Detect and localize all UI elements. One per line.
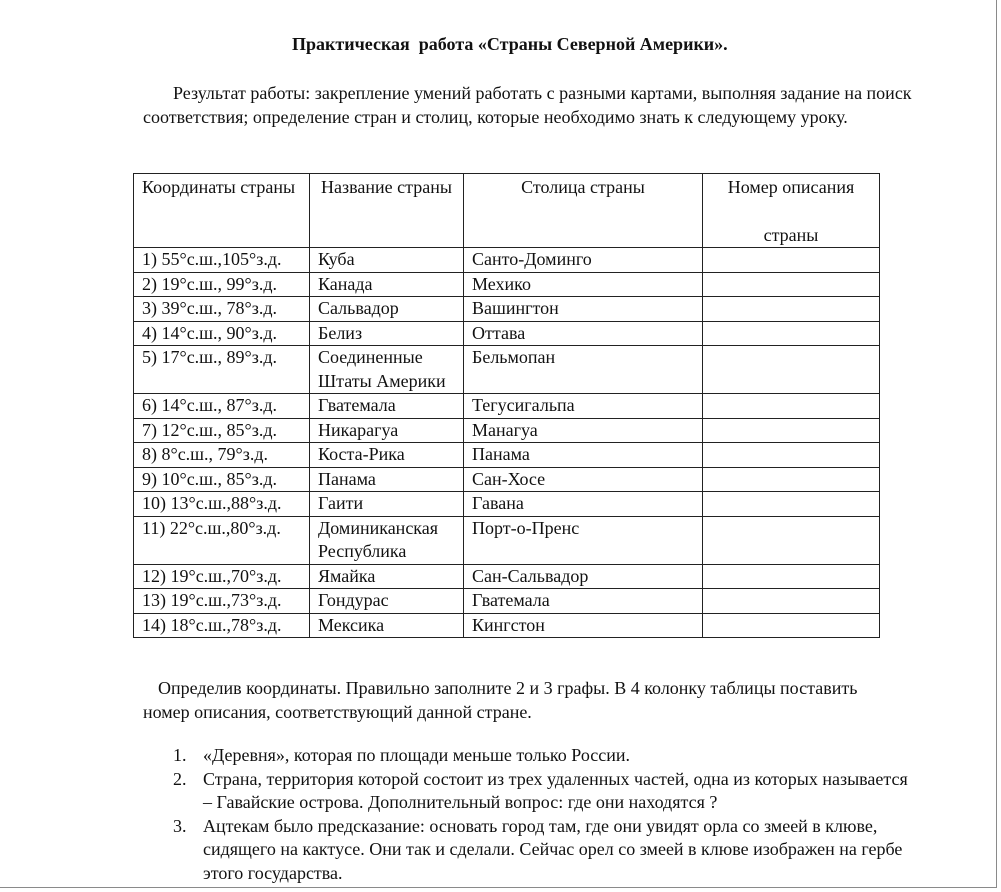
cell-coords: 14) 18°с.ш.,78°з.д. xyxy=(134,613,310,638)
cell-capital: Гавана xyxy=(464,492,703,517)
cell-country-name: Куба xyxy=(310,248,464,273)
cell-coords: 9) 10°с.ш., 85°з.д. xyxy=(134,467,310,492)
cell-description-number[interactable] xyxy=(703,516,880,564)
cell-country-name: Доминиканская Республика xyxy=(310,516,464,564)
page-title: Практическая работа «Страны Северной Америки». xyxy=(292,34,728,54)
table-row xyxy=(134,564,880,589)
cell-capital: Манагуа xyxy=(464,418,703,443)
cell-country-name: Гондурас xyxy=(310,589,464,614)
table-row xyxy=(134,321,880,346)
cell-coords: 10) 13°с.ш.,88°з.д. xyxy=(134,492,310,517)
cell-country-name: Сальвадор xyxy=(310,297,464,322)
cell-description-number[interactable] xyxy=(703,613,880,638)
task-paragraph: Определив координаты. Правильно заполните 2 и 3 графы. В 4 колонку таблицы поставить номер описания, соответствующий данной стране. xyxy=(143,678,858,722)
cell-coords: 8) 8°с.ш., 79°з.д. xyxy=(134,443,310,468)
cell-coords: 5) 17°с.ш., 89°з.д. xyxy=(134,346,310,394)
table-row xyxy=(134,516,880,564)
cell-coords: 12) 19°с.ш.,70°з.д. xyxy=(134,564,310,589)
intro-paragraph: Результат работы: закрепление умений работать с разными картами, выполняя задание на поиск соответствия; определение стран и столиц, которые необходимо знать к следующему уроку. xyxy=(143,83,912,127)
cell-capital: Тегусигальпа xyxy=(464,394,703,419)
table-row xyxy=(134,297,880,322)
cell-country-name: Ямайка xyxy=(310,564,464,589)
cell-capital: Гватемала xyxy=(464,589,703,614)
list-item-text: Ацтекам было предсказание: основать город там, где они увидят орла со змеей в клюве, сидящего на кактусе. Они так и сделали. Сейчас орел со змеей в клюве изображен на гербе этого государства. xyxy=(203,815,903,883)
list-item-text: Страна, территория которой состоит из трех удаленных частей, одна из которых называется – Гавайские острова. Дополнительный вопрос: где они находятся ? xyxy=(203,768,908,812)
cell-country-name: Мексика xyxy=(310,613,464,638)
countries-table xyxy=(133,173,880,638)
cell-capital: Бельмопан xyxy=(464,346,703,394)
table-row xyxy=(134,492,880,517)
cell-country-name: Белиз xyxy=(310,321,464,346)
cell-coords: 1) 55°с.ш.,105°з.д. xyxy=(134,248,310,273)
table-row xyxy=(134,272,880,297)
cell-description-number[interactable] xyxy=(703,394,880,419)
cell-coords: 11) 22°с.ш.,80°з.д. xyxy=(134,516,310,564)
cell-capital: Вашингтон xyxy=(464,297,703,322)
cell-description-number[interactable] xyxy=(703,418,880,443)
cell-coords: 7) 12°с.ш., 85°з.д. xyxy=(134,418,310,443)
header-name: Название страны xyxy=(310,174,464,248)
cell-description-number[interactable] xyxy=(703,272,880,297)
cell-capital: Порт-о-Пренс xyxy=(464,516,703,564)
cell-description-number[interactable] xyxy=(703,346,880,394)
header-description-line2: страны xyxy=(763,224,819,245)
list-item-number: 2. xyxy=(173,768,187,789)
table-row xyxy=(134,248,880,273)
cell-description-number[interactable] xyxy=(703,248,880,273)
cell-description-number[interactable] xyxy=(703,467,880,492)
cell-country-name: Гаити xyxy=(310,492,464,517)
cell-description-number[interactable] xyxy=(703,564,880,589)
table-row xyxy=(134,613,880,638)
cell-description-number[interactable] xyxy=(703,492,880,517)
cell-capital: Панама xyxy=(464,443,703,468)
cell-capital: Кингстон xyxy=(464,613,703,638)
cell-capital: Оттава xyxy=(464,321,703,346)
list-item xyxy=(143,815,913,886)
table-row xyxy=(134,467,880,492)
cell-country-name: Соединенные Штаты Америки xyxy=(310,346,464,394)
cell-description-number[interactable] xyxy=(703,321,880,346)
header-coords: Координаты страны xyxy=(134,174,310,248)
cell-description-number[interactable] xyxy=(703,297,880,322)
table-row xyxy=(134,589,880,614)
cell-capital: Санто-Доминго xyxy=(464,248,703,273)
cell-coords: 13) 19°с.ш.,73°з.д. xyxy=(134,589,310,614)
cell-capital: Сан-Сальвадор xyxy=(464,564,703,589)
cell-coords: 4) 14°с.ш., 90°з.д. xyxy=(134,321,310,346)
table-header-row xyxy=(134,174,880,248)
cell-coords: 3) 39°с.ш., 78°з.д. xyxy=(134,297,310,322)
list-item xyxy=(143,744,913,768)
table-row xyxy=(134,443,880,468)
list-item-number: 1. xyxy=(173,745,187,765)
list-item-number: 3. xyxy=(173,815,187,836)
header-description-number xyxy=(703,174,880,248)
table-row xyxy=(134,394,880,419)
cell-description-number[interactable] xyxy=(703,589,880,614)
list-item-text: «Деревня», которая по площади меньше только России. xyxy=(203,745,631,765)
table-row xyxy=(134,418,880,443)
header-description-line1: Номер описания xyxy=(727,177,855,197)
list-item xyxy=(143,768,913,815)
cell-country-name: Панама xyxy=(310,467,464,492)
cell-description-number[interactable] xyxy=(703,443,880,468)
table-row xyxy=(134,346,880,394)
cell-capital: Сан-Хосе xyxy=(464,467,703,492)
cell-country-name: Коста-Рика xyxy=(310,443,464,468)
cell-country-name: Никарагуа xyxy=(310,418,464,443)
cell-country-name: Канада xyxy=(310,272,464,297)
header-capital: Столица страны xyxy=(464,174,703,248)
questions-list xyxy=(143,744,913,885)
cell-country-name: Гватемала xyxy=(310,394,464,419)
cell-coords: 2) 19°с.ш., 99°з.д. xyxy=(134,272,310,297)
cell-capital: Мехико xyxy=(464,272,703,297)
cell-coords: 6) 14°с.ш., 87°з.д. xyxy=(134,394,310,419)
